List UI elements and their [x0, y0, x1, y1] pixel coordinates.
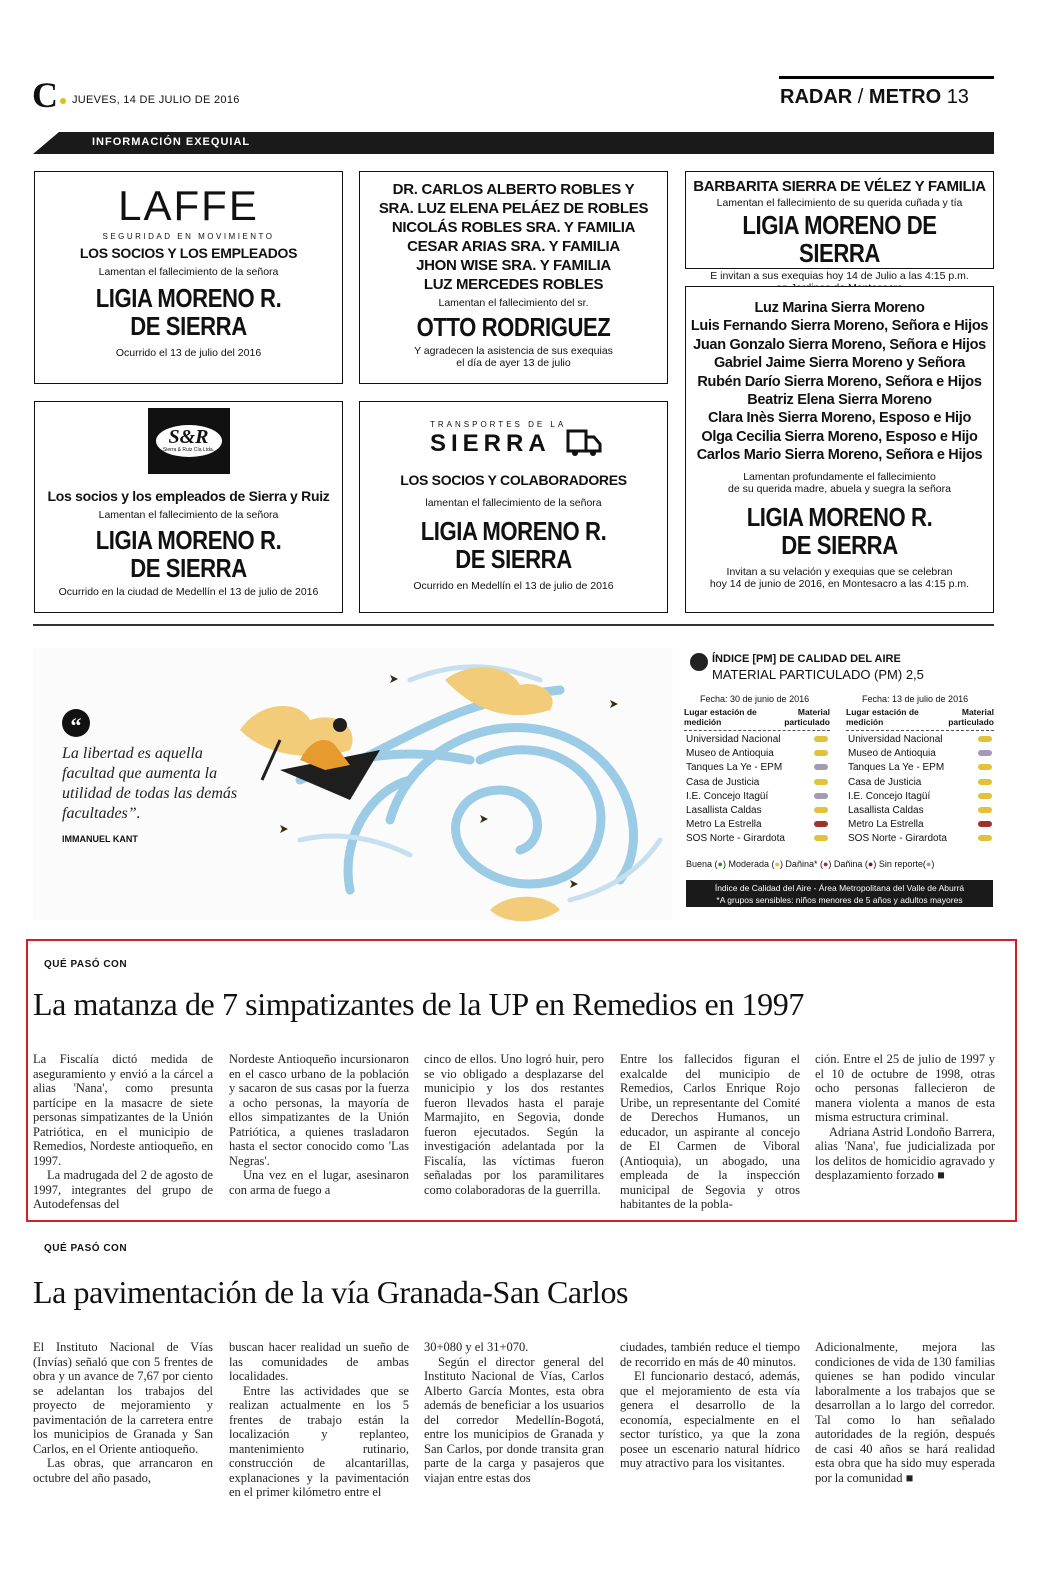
level-dot-icon	[978, 807, 992, 813]
paragraph: cinco de ellos. Uno logró huir, pero se vio obligado a desplazarse del municipio y los dos restantes fueron llevados hasta el paraje Marmajito, en Segovia, donde fueron ejecutados. Según la investigación adelantada por la Fiscalía, las víctimas fueron señaladas por los paramilitares como colaboradoras de la guerrilla.	[424, 1052, 604, 1197]
notice-lament-line2: de su querida madre, abuela y suegra la señora	[728, 482, 951, 495]
signer-line: SRA. LUZ ELENA PELÁEZ DE ROBLES	[378, 200, 649, 217]
notice-from: LOS SOCIOS Y COLABORADORES	[400, 472, 627, 488]
station-row	[684, 776, 830, 790]
section-name: RADAR	[780, 86, 853, 108]
legend-dot-good: ●	[717, 859, 723, 869]
logo-dot-icon	[60, 98, 66, 104]
article1-column	[815, 1052, 995, 1183]
station-level	[808, 733, 830, 747]
newspaper-logo: C	[32, 75, 58, 115]
sr-logo	[148, 408, 230, 474]
level-dot-icon	[814, 807, 828, 813]
notice-laffe	[34, 171, 343, 384]
article1-column	[33, 1052, 213, 1212]
station-row	[846, 832, 994, 846]
air-rows-a	[684, 733, 830, 847]
sr-logo-sub: Sierra & Ruiz Cía Ltda.	[162, 447, 215, 453]
air-footer	[686, 880, 993, 907]
article1-column	[424, 1052, 604, 1197]
notice-barbarita	[685, 171, 994, 282]
notice-family	[685, 286, 994, 613]
station-row	[684, 733, 830, 747]
transportes-logo	[360, 418, 667, 462]
station-level	[972, 832, 994, 846]
signer-line: DR. CARLOS ALBERTO ROBLES Y	[392, 181, 635, 198]
section-separator: /	[857, 86, 864, 108]
signer-line: NICOLÁS ROBLES SRA. Y FAMILIA	[391, 219, 636, 236]
paragraph: El Instituto Nacional de Vías (Invías) señaló que con 5 frentes de obra y un avance de 7,67 por ciento se adelantan los trabajos del proyecto de mejoramiento y pavimentación de la carretera entre los municipios de Granada y San Carlos, en el Oriente antioqueño.	[33, 1340, 213, 1456]
paragraph: Adriana Astrid Londoño Barrera, alias 'Nana', fue judicializada por los delitos de homicidio agravado y desplazamiento forzado ■	[815, 1124, 995, 1182]
level-dot-icon	[814, 793, 828, 799]
family-line: Carlos Mario Sierra Moreno, Señora e Hijos	[696, 447, 983, 464]
article2-column	[424, 1340, 604, 1485]
deceased-name: LIGIA MORENO DE SIERRA	[742, 210, 937, 268]
subsection-name: METRO	[868, 86, 942, 108]
family-line: Olga Cecilia Sierra Moreno, Esposo e Hijo	[701, 428, 978, 445]
station-name: I.E. Concejo Itagüí	[686, 790, 769, 802]
air-rows-b	[846, 733, 994, 847]
article2-column	[620, 1340, 800, 1471]
level-dot-icon	[978, 779, 992, 785]
legend-text: )	[931, 859, 935, 869]
station-name: Metro La Estrella	[848, 819, 924, 831]
article2-headline: La pavimentación de la vía Granada-San Carlos	[33, 1274, 629, 1310]
station-name: SOS Norte - Girardota	[686, 833, 785, 845]
air-quality-icon	[690, 653, 708, 671]
paragraph: Una vez en el lugar, asesinaron con arma de fuego a	[229, 1168, 409, 1197]
family-line: Luz Marina Sierra Moreno	[754, 300, 925, 316]
family-line: Beatriz Elena Sierra Moreno	[747, 392, 932, 409]
station-row	[846, 761, 994, 775]
legend-dot-harmful-sensitive: ●	[822, 859, 829, 869]
legend-text: ) Dañina* (	[779, 859, 823, 869]
station-row	[846, 790, 994, 804]
station-level	[972, 818, 994, 832]
air-table-a	[684, 707, 830, 847]
transportes-logo-text: SIERRA	[430, 430, 551, 457]
notice-from: LOS SOCIOS Y LOS EMPLEADOS	[79, 245, 298, 261]
level-dot-icon	[814, 736, 828, 742]
level-dot-icon	[814, 779, 828, 785]
station-level	[808, 747, 830, 761]
notice-from: BARBARITA SIERRA DE VÉLEZ Y FAMILIA	[693, 178, 986, 195]
family-line: Juan Gonzalo Sierra Moreno, Señora e Hijos	[693, 336, 986, 353]
col-material: Material particulado	[948, 707, 994, 727]
air-quality-title: ÍNDICE [PM] DE CALIDAD DEL AIRE	[712, 653, 901, 665]
date-a: Fecha: 30 de junio de 2016	[700, 694, 810, 704]
quote-text: La libertad es aquella facultad que aumenta la utilidad de todas las demás facultades”.	[62, 745, 238, 822]
station-level	[972, 733, 994, 747]
paragraph: El funcionario destacó, además, que el mejoramiento de esta vía genera el desarrollo de la economía, especialmente en el sector turístico, ya que la zona posee un escenario natural hídrico muy atractivo para los visitantes.	[620, 1369, 800, 1470]
notice-invite: E invitan a sus exequias hoy 14 de Julio a las 4:15 p.m.	[710, 270, 969, 282]
quote-author: IMMANUEL KANT	[62, 834, 138, 844]
signer-line: JHON WISE SRA. Y FAMILIA	[416, 257, 611, 274]
station-name: Casa de Justicia	[848, 776, 922, 788]
article1-headline: La matanza de 7 simpatizantes de la UP en Remedios en 1997	[33, 986, 804, 1022]
paragraph: Entre los fallecidos figuran el exalcalde del municipio de Remedios, Carlos Enrique Rojo Uribe, un representante del Comité de Derechos Humanos, un educador, un aspirante al concejo de El Carmen de Viboral (Antioquia), un abogado, una empleada de la inspección municipal de Segovia y otros habitantes de la pobla-	[620, 1052, 800, 1211]
article2-column	[229, 1340, 409, 1500]
notice-thanks-line2: el día de ayer 13 de julio	[456, 357, 571, 369]
station-level	[972, 790, 994, 804]
signer-line: CESAR ARIAS SRA. Y FAMILIA	[407, 238, 620, 255]
station-row	[846, 733, 994, 747]
level-dot-icon	[978, 764, 992, 770]
laffe-tagline: SEGURIDAD EN MOVIMIENTO	[102, 232, 275, 241]
article2-column	[815, 1340, 995, 1485]
family-line: Gabriel Jaime Sierra Moreno y Señora	[713, 355, 966, 372]
notice-invite-line2: hoy 14 de junio de 2016, en Montesacro a las 4:15 p.m.	[709, 577, 970, 590]
notice-thanks: Y agradecen la asistencia de sus exequias	[414, 345, 613, 357]
paragraph: Según el director general del Instituto Nacional de Vías, Carlos Alberto García Montes, esta obra además de beneficiar a los usuarios del corredor Medellín-Bogotá, entre los municipios de Granada y San Carlos, por donde transita gran parte de la carga y pasajeros que viajan entre estas dos	[424, 1354, 604, 1485]
deceased-name-line2: DE SIERRA	[130, 553, 247, 583]
station-row	[846, 818, 994, 832]
level-dot-icon	[978, 736, 992, 742]
section-header	[780, 86, 969, 109]
section-divider	[33, 624, 994, 626]
notice-lament: lamentan el fallecimiento de la señora	[425, 497, 602, 509]
station-level	[972, 747, 994, 761]
station-level	[808, 776, 830, 790]
article1-column	[620, 1052, 800, 1212]
article2-kicker: QUÉ PASÓ CON	[44, 1243, 128, 1254]
quote-icon: “	[62, 709, 90, 737]
col-station: Lugar estación de medición	[684, 707, 757, 727]
legend-dot-no-report: ●	[925, 859, 932, 869]
section-bar-title: INFORMACIÓN EXEQUIAL	[92, 136, 251, 148]
date-b: Fecha: 13 de julio de 2016	[862, 694, 969, 704]
station-level	[808, 832, 830, 846]
station-row	[684, 790, 830, 804]
station-name: Museo de Antioquia	[848, 748, 936, 760]
page-number: 13	[946, 86, 969, 108]
legend-text: Buena (	[686, 859, 718, 869]
section-bar-notch	[33, 132, 59, 154]
notice-date: Ocurrido en Medellín el 13 de julio de 2016	[413, 580, 614, 592]
level-dot-icon	[814, 764, 828, 770]
notice-lament: Lamentan el fallecimiento de la señora	[98, 266, 279, 278]
station-row	[684, 747, 830, 761]
notice-lament: Lamentan profundamente el fallecimiento	[743, 470, 936, 483]
paragraph: Entre las actividades que se realizan actualmente en los 5 frentes de trabajo están la localización y replanteo, mantenimiento rutinario, construcción de alcantarillas, explanaciones y la pavimentación en el primer kilómetro entre el	[229, 1383, 409, 1499]
sr-logo-text: S&R	[168, 426, 209, 448]
air-table-b	[846, 707, 994, 847]
illustration-art	[240, 640, 680, 930]
station-name: I.E. Concejo Itagüí	[848, 790, 931, 802]
deceased-name: LIGIA MORENO R.	[420, 516, 607, 546]
station-row	[684, 761, 830, 775]
station-row	[684, 818, 830, 832]
station-level	[808, 804, 830, 818]
air-footer-line1: Índice de Calidad del Aire - Área Metropolitana del Valle de Aburrá	[714, 883, 965, 893]
station-name: SOS Norte - Girardota	[848, 833, 947, 845]
station-row	[846, 776, 994, 790]
level-dot-icon	[978, 835, 992, 841]
station-name: Tanques La Ye - EPM	[848, 762, 945, 774]
transportes-logo-top: TRANSPORTES DE LA	[430, 420, 567, 429]
level-dot-icon	[978, 793, 992, 799]
station-level	[808, 790, 830, 804]
issue-date: JUEVES, 14 DE JULIO DE 2016	[72, 94, 240, 106]
notice-lament: Lamentan el fallecimiento de su querida cuñada y tía	[716, 197, 963, 209]
paragraph: La Fiscalía dictó medida de aseguramiento y envió a la cárcel a alias 'Nana', como presunta partícipe en la masacre de siete personas simpatizantes de la Unión Patriótica, en el municipio de Remedios, Nordeste antioqueño, en 1997.	[33, 1052, 213, 1168]
station-name: Museo de Antioquia	[686, 748, 774, 760]
paragraph: La madrugada del 2 de agosto de 1997, integrantes del grupo de Autodefensas del	[33, 1168, 213, 1211]
station-level	[972, 804, 994, 818]
legend-text: ) Dañina (	[828, 859, 868, 869]
paragraph: Las obras, que arrancaron en octubre del año pasado,	[33, 1456, 213, 1485]
paragraph: 30+080 y el 31+070.	[424, 1340, 529, 1354]
deceased-name: OTTO RODRIGUEZ	[416, 312, 611, 342]
laffe-logo: LAFFE	[118, 182, 259, 229]
level-dot-icon	[978, 821, 992, 827]
legend-text: ) Sin reporte(	[873, 859, 926, 869]
station-row	[684, 804, 830, 818]
station-level	[972, 776, 994, 790]
col-material: Material particulado	[784, 707, 830, 727]
station-level	[972, 761, 994, 775]
header-rule	[779, 76, 994, 79]
station-name: Tanques La Ye - EPM	[686, 762, 783, 774]
deceased-name-line2: DE SIERRA	[781, 529, 898, 560]
level-dot-icon	[814, 835, 828, 841]
notice-from: Los socios y los empleados de Sierra y Ruiz	[47, 488, 330, 504]
air-quality-subtitle: MATERIAL PARTICULADO (PM) 2,5	[712, 667, 924, 682]
family-line: Clara Inès Sierra Moreno, Esposo e Hijo	[707, 410, 972, 427]
article1-column	[229, 1052, 409, 1197]
article1-kicker: QUÉ PASÓ CON	[44, 959, 128, 970]
notice-robles	[359, 171, 668, 384]
deceased-name-line2: DE SIERRA	[130, 311, 247, 341]
notice-lament: Lamentan el fallecimiento de la señora	[98, 509, 279, 521]
level-dot-icon	[814, 821, 828, 827]
deceased-name: LIGIA MORENO R.	[746, 501, 933, 532]
station-name: Universidad Nacional	[848, 734, 943, 745]
station-name: Casa de Justicia	[686, 776, 760, 788]
station-level	[808, 818, 830, 832]
family-line: Rubén Darío Sierra Moreno, Señora e Hijos	[697, 373, 982, 390]
station-name: Lasallista Caldas	[686, 805, 762, 817]
signer-line: LUZ MERCEDES ROBLES	[423, 276, 604, 293]
col-station: Lugar estación de medición	[846, 707, 919, 727]
station-name: Lasallista Caldas	[848, 805, 924, 817]
level-dot-icon	[814, 750, 828, 756]
station-name: Universidad Nacional	[686, 734, 781, 745]
legend-dot-moderate: ●	[774, 859, 780, 869]
paragraph: buscan hacer realidad un sueño de las comunidades de ambas localidades.	[229, 1340, 409, 1383]
notice-date: Ocurrido en la ciudad de Medellín el 13 de julio de 2016	[58, 586, 319, 598]
notice-invite: Invitan a su velación y exequias que se celebran	[726, 565, 953, 578]
air-legend	[686, 859, 934, 869]
deceased-name: LIGIA MORENO R.	[95, 283, 282, 313]
paragraph: Nordeste Antioqueño incursionaron en el casco urbano de la población y sacaron de sus casas por la fuerza a ocho personas, la mayoría de ellos simpatizantes de la Unión Patriótica, a quienes trasladaron hasta el sector conocido como 'Las Negras'.	[229, 1052, 409, 1168]
paragraph: ciudades, también reduce el tiempo de recorrido en más de 40 minutos.	[620, 1340, 800, 1369]
truck-icon	[566, 428, 602, 458]
legend-text: ) Moderada (	[722, 859, 775, 869]
station-row	[684, 832, 830, 846]
deceased-name: LIGIA MORENO R.	[95, 525, 282, 555]
article2-column	[33, 1340, 213, 1485]
notice-transportes	[359, 401, 668, 613]
level-dot-icon	[978, 750, 992, 756]
station-row	[846, 747, 994, 761]
paragraph: Adicionalmente, mejora las condiciones de vida de 130 familias quienes se han podido vincular laboralmente a los trabajos que se desarrollan a lo largo del corredor. Tal como lo han señalado autoridades de la región, después de casi 40 años se hará realidad esta obra que ha sido muy esperada por la comunidad ■	[815, 1340, 995, 1485]
legend-dot-harmful: ●	[867, 859, 874, 869]
paragraph: ción. Entre el 25 de julio de 1997 y el 10 de octubre de 1998, otras ocho personas fallecieron de manera violenta a manos de esta misma estructura criminal.	[815, 1052, 995, 1124]
family-line: Luis Fernando Sierra Moreno, Señora e Hijos	[690, 318, 989, 335]
notice-lament: Lamentan el fallecimiento del sr.	[438, 297, 589, 309]
station-row	[846, 804, 994, 818]
station-level	[808, 761, 830, 775]
air-footer-line2: *A grupos sensibles: niños menores de 5 años y adultos mayores	[716, 895, 963, 905]
notice-date: Ocurrido el 13 de julio del 2016	[115, 347, 262, 359]
notice-sierra-ruiz	[34, 401, 343, 613]
station-name: Metro La Estrella	[686, 819, 762, 831]
deceased-name-line2: DE SIERRA	[455, 544, 572, 574]
